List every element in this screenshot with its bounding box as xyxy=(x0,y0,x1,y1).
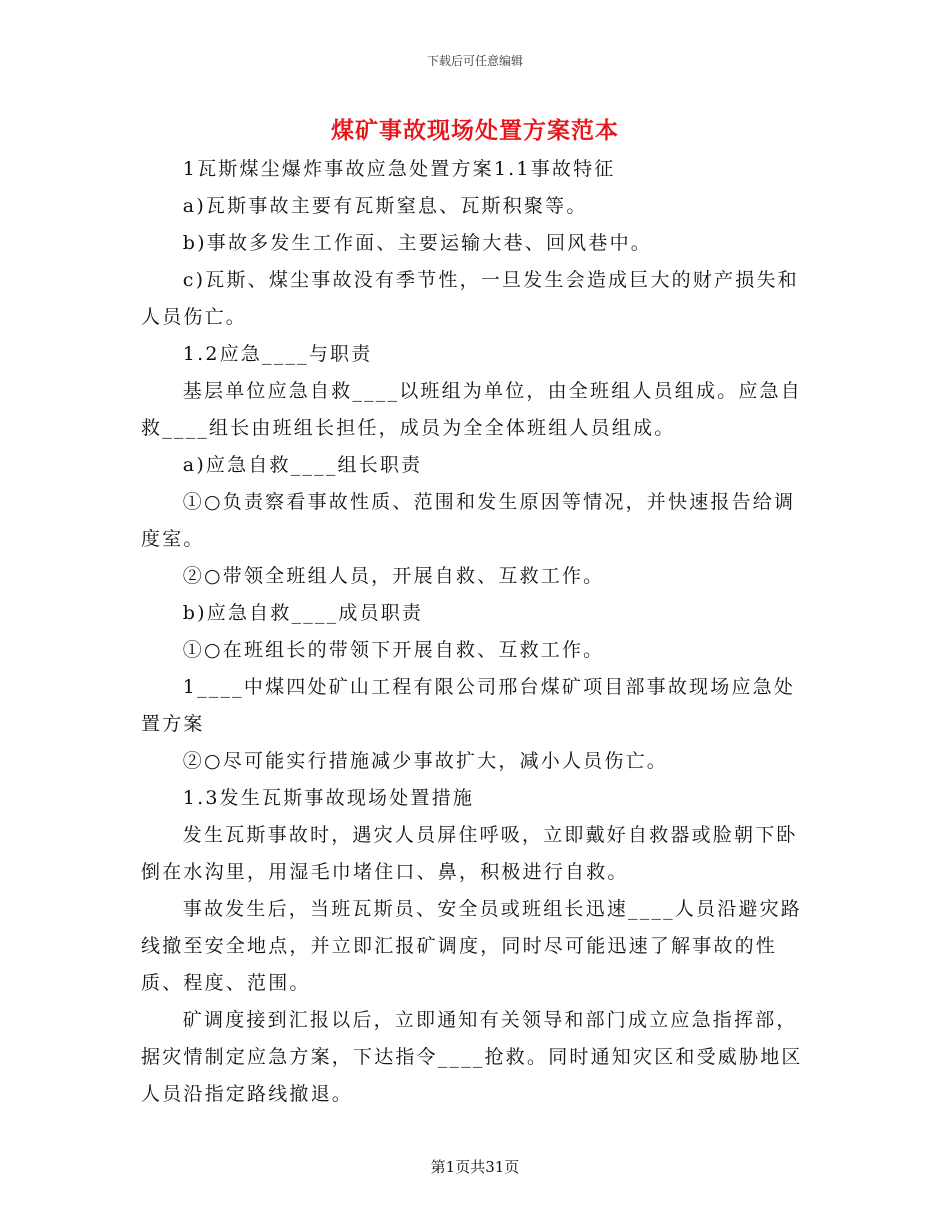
paragraph: b)事故多发生工作面、主要运输大巷、回风巷中。 xyxy=(182,232,652,254)
paragraph: a)应急自救____组长职责 xyxy=(182,454,423,476)
paragraph: 发生瓦斯事故时，遇灾人员屏住呼吸，立即戴好自救器或脸朝下卧倒在水沟里，用湿毛巾堵住口、鼻，积极进行自救。 xyxy=(141,824,798,883)
paragraph: 事故发生后，当班瓦斯员、安全员或班组长迅速____人员沿避灾路线撤至安全地点，并立即汇报矿调度，同时尽可能迅速了解事故的性质、程度、范围。 xyxy=(141,898,802,994)
document-title: 煤矿事故现场处置方案范本 xyxy=(331,117,619,144)
paragraph: ①○负责察看事故性质、范围和发生原因等情况，并快速报告给调度室。 xyxy=(141,491,796,550)
paragraph: c)瓦斯、煤尘事故没有季节性，一旦发生会造成巨大的财产损失和人员伤亡。 xyxy=(141,269,799,328)
section-heading: 1.3发生瓦斯事故现场处置措施 xyxy=(182,787,475,809)
paragraph: 1____中煤四处矿山工程有限公司邢台煤矿项目部事故现场应急处置方案 xyxy=(141,676,796,735)
section-heading: 1.2应急____与职责 xyxy=(182,343,373,365)
paragraph: 矿调度接到汇报以后，立即通知有关领导和部门成立应急指挥部，据灾情制定应急方案，下达指令____抢救。同时通知灾区和受威胁地区人员沿指定路线撤退。 xyxy=(141,1009,803,1105)
paragraph: ②○带领全班组人员，开展自救、互救工作。 xyxy=(182,565,605,587)
paragraph: a)瓦斯事故主要有瓦斯窒息、瓦斯积聚等。 xyxy=(182,195,588,217)
header-note: 下载后可任意编辑 xyxy=(426,54,523,68)
document-body xyxy=(141,151,809,1113)
paragraph: ②○尽可能实行措施减少事故扩大，减小人员伤亡。 xyxy=(182,750,668,772)
paragraph: b)应急自救____成员职责 xyxy=(182,602,424,624)
page-footer: 第1页共31页 xyxy=(430,1158,520,1176)
paragraph: ①○在班组长的带领下开展自救、互救工作。 xyxy=(182,639,605,661)
paragraph: 基层单位应急自救____以班组为单位，由全班组人员组成。应急自救____组长由班组长担任，成员为全全体班组人员组成。 xyxy=(141,380,802,439)
paragraph: 1瓦斯煤尘爆炸事故应急处置方案1.1事故特征 xyxy=(182,158,616,180)
